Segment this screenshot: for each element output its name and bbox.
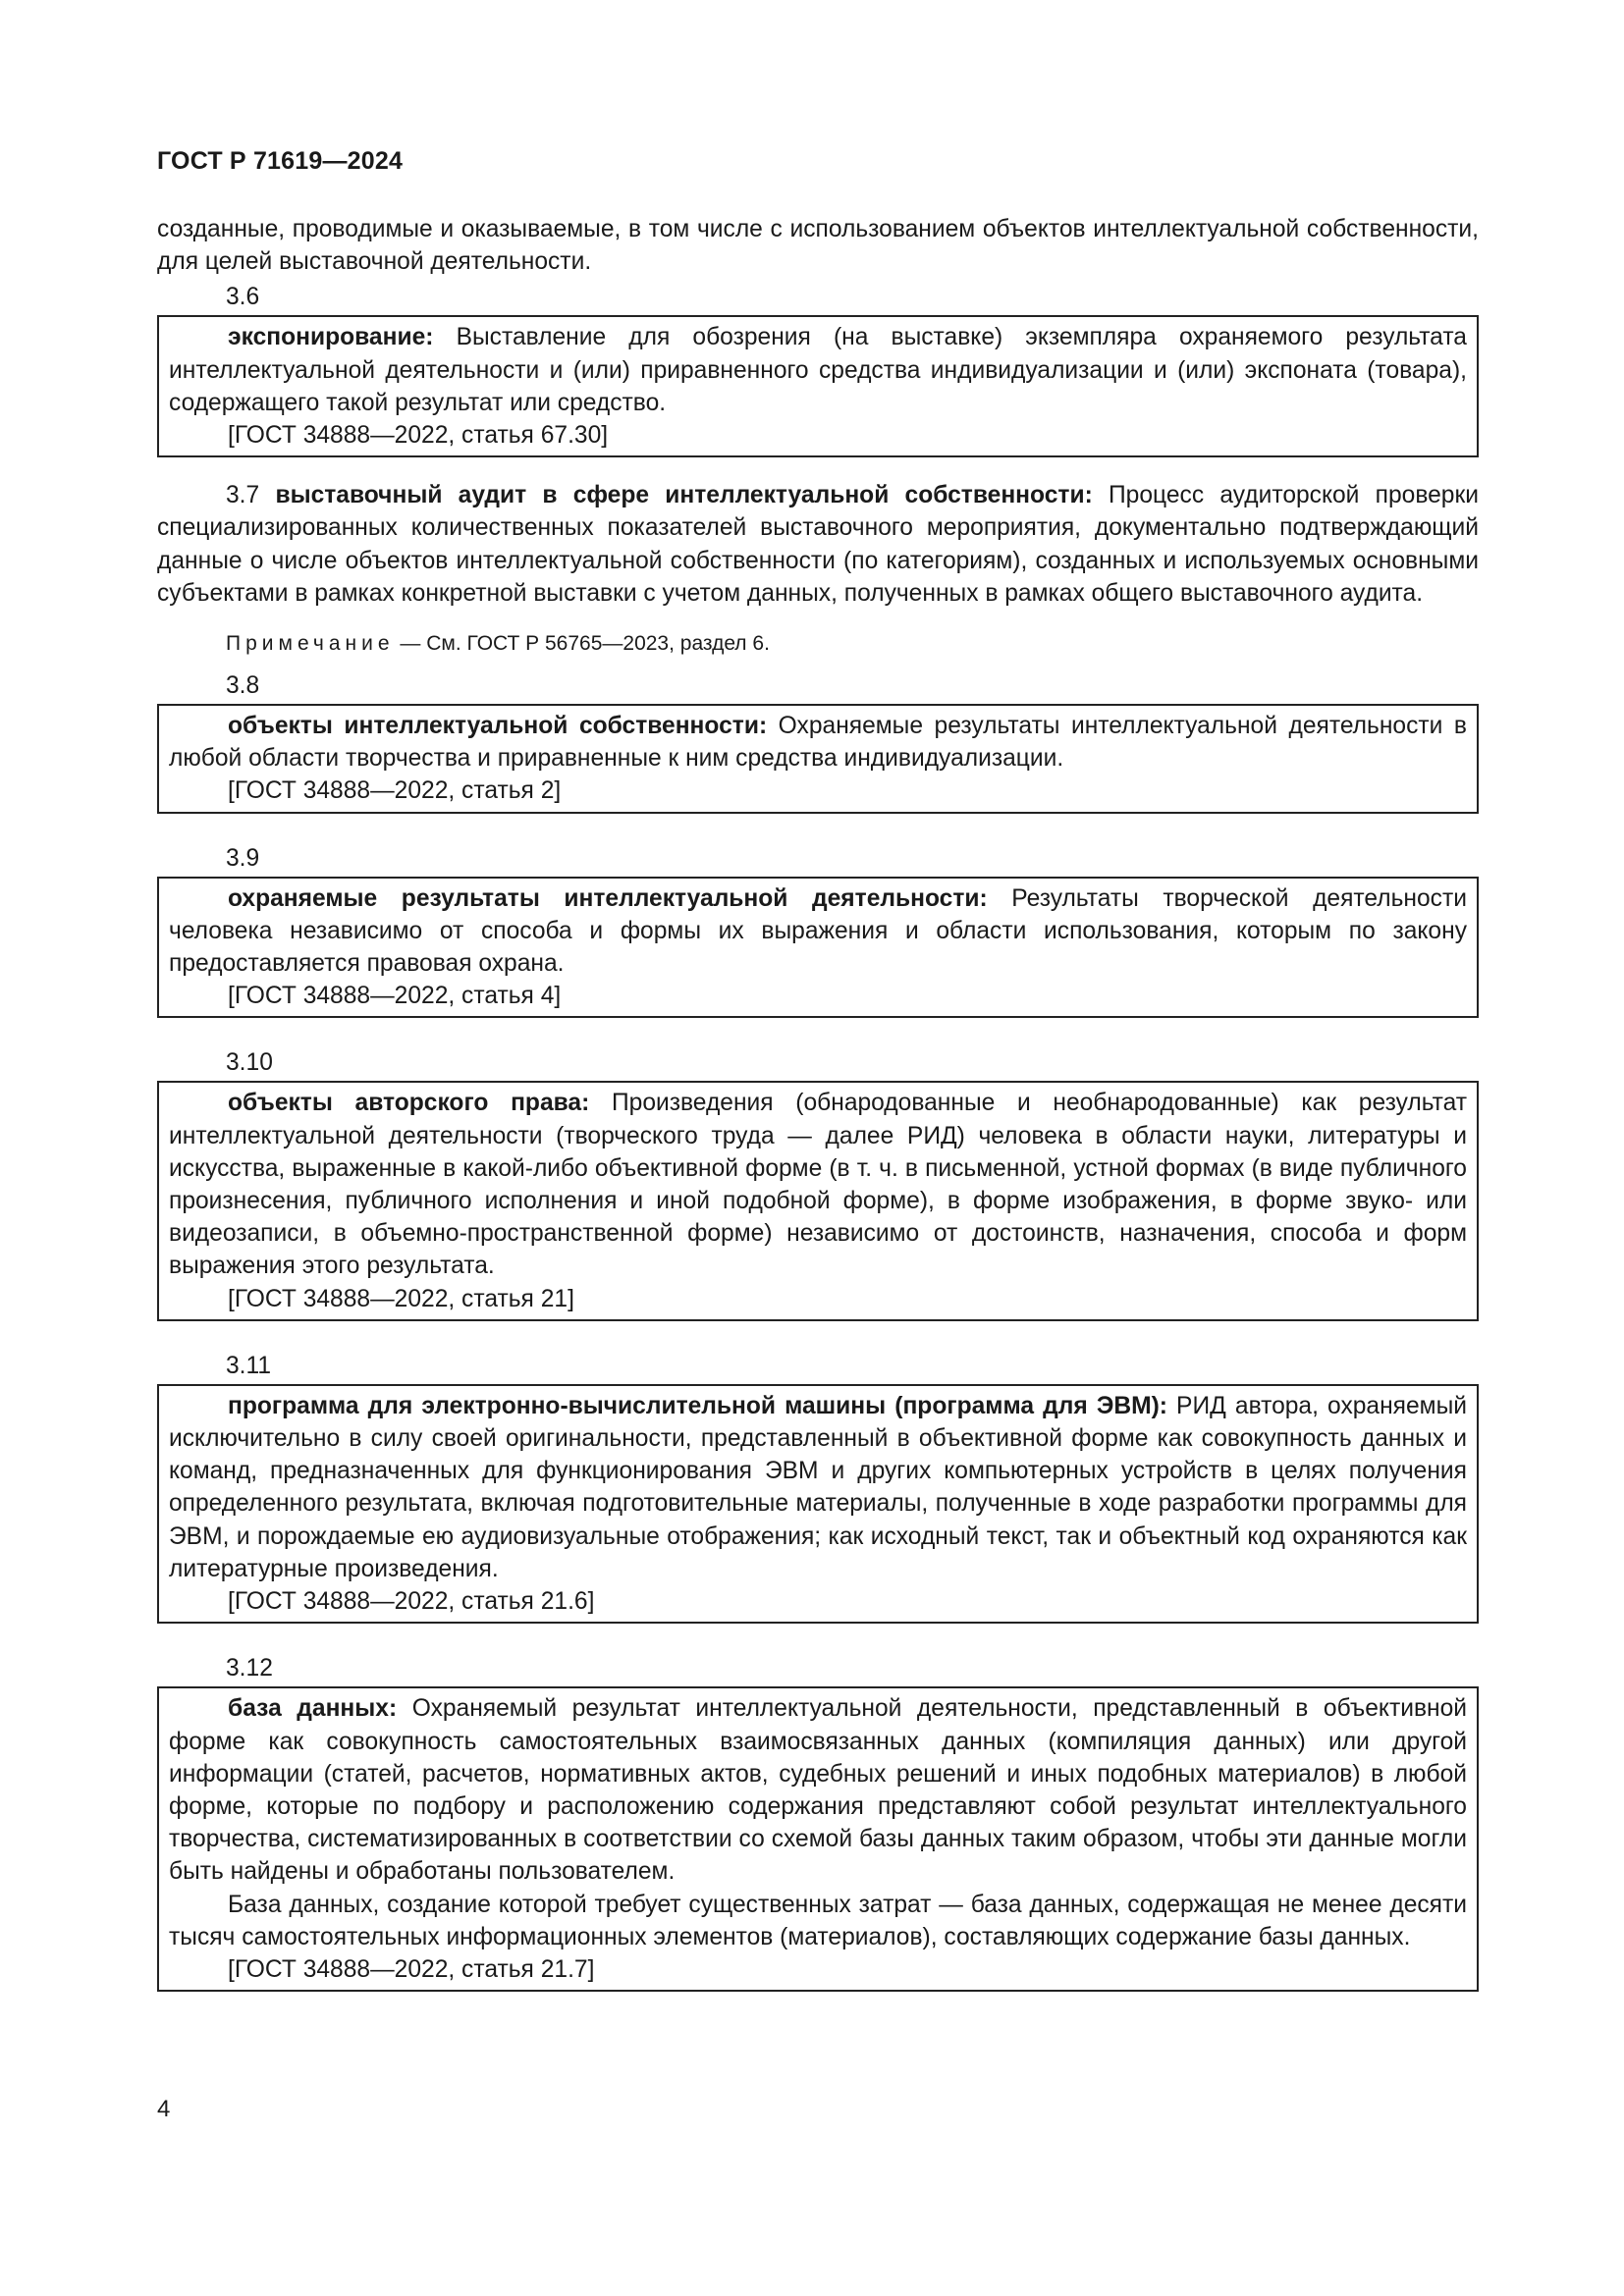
definition-3-12-paragraph-2: База данных, создание которой требует существенных затрат — база данных, содержащая не менее десяти тысяч самостоятельных информационных элементов (материалов), составляющих содержание базы данных. xyxy=(169,1891,1467,1950)
reference-3-12: [ГОСТ 34888—2022, статья 21.7] xyxy=(228,1955,595,1983)
term-3-9: охраняемые результаты интеллектуальной деятельности: xyxy=(228,884,988,912)
term-number-3-7: 3.7 xyxy=(226,482,260,509)
term-number-3-9: 3.9 xyxy=(226,844,260,872)
note-3-7 xyxy=(157,629,1479,659)
definition-3-10 xyxy=(169,1087,1467,1282)
definition-3-8 xyxy=(169,710,1467,774)
definition-3-6 xyxy=(169,321,1467,419)
definition-text-3-10: Произведения (обнародованные и необнародованные) как результат интеллектуальной деятельности (творческого труда — далее РИД) человека в области науки, литературы и искусства, выраженные в какой-либо объективной форме (в т. ч. в письменной, устной формах (в виде публичного произнесения, публичного исполнения и иной подобной форме), в форме изображения, в форме звуко- или видеозаписи, в объемно-пространственной форме) независимо от достоинств, назначения, способа и форм выражения этого результата. xyxy=(169,1090,1467,1280)
definition-text-3-7: Процесс аудиторской проверки специализированных количественных показателей выставочного мероприятия, документально подтверждающий данные о числе объектов интеллектуальной собственности (по категориям), созданных и используемых основными субъектами в рамках конкретной выставки с учетом данных, полученных в рамках общего выставочного аудита. xyxy=(157,482,1479,607)
intro-paragraph: созданные, проводимые и оказываемые, в том числе с использованием объектов интеллектуальной собственности, для целей выставочной деятельности. xyxy=(157,216,1479,276)
definition-text-3-9: Результаты творческой деятельности человека независимо от способа и формы их выражения и области использования, которым по закону предоставляется правовая охрана. xyxy=(169,884,1467,978)
document-page xyxy=(157,147,1479,1992)
term-3-11: программа для электронно-вычислительной машины (программа для ЭВМ): xyxy=(228,1392,1167,1419)
definition-box-3-8 xyxy=(157,704,1479,814)
definition-text-3-12: Охраняемый результат интеллектуальной деятельности, представленный в объективной форме как совокупность самостоятельных взаимосвязанных данных (компиляция данных) или другой информации (статей, расчетов, нормативных актов, судебных решений и иных подобных материалов) в любой форме, которые по подбору и расположению содержания представляют собой результат интеллектуального творчества, систематизированных в соответствии со схемой базы данных таким образом, чтобы эти данные могли быть найдены и обработаны пользователем. xyxy=(169,1695,1468,1886)
term-3-8: объекты интеллектуальной собственности: xyxy=(228,713,768,740)
reference-3-6: [ГОСТ 34888—2022, статья 67.30] xyxy=(228,422,609,450)
definition-3-12 xyxy=(169,1692,1467,1888)
term-number-3-8: 3.8 xyxy=(226,672,260,700)
reference-3-9: [ГОСТ 34888—2022, статья 4] xyxy=(228,983,562,1010)
reference-3-11: [ГОСТ 34888—2022, статья 21.6] xyxy=(228,1588,595,1616)
page-number: 4 xyxy=(157,2096,171,2122)
definition-text-3-11: РИД автора, охраняемый исключительно в силу своей оригинальности, представленный в объективной форме как совокупность данных и команд, предназначенных для функционирования ЭВМ и других компьютерных устройств в целях получения определенного результата, включая подготовительные материалы, полученные в ходе разработки программы для ЭВМ, и порождаемые ею аудиовизуальные отображения; как исходный текст, так и объектный код охраняются как литературные произведения. xyxy=(169,1392,1468,1582)
term-3-7: выставочный аудит в сфере интеллектуальной собственности: xyxy=(275,482,1093,509)
note-text: — См. ГОСТ Р 56765—2023, раздел 6. xyxy=(394,632,770,656)
term-number-3-11: 3.11 xyxy=(226,1352,272,1379)
document-header: ГОСТ Р 71619—2024 xyxy=(157,147,404,175)
definition-box-3-9 xyxy=(157,877,1479,1019)
term-number-3-10: 3.10 xyxy=(226,1049,273,1077)
definition-box-3-12 xyxy=(157,1686,1479,1992)
reference-3-10: [ГОСТ 34888—2022, статья 21] xyxy=(228,1285,574,1312)
definition-3-9 xyxy=(169,882,1467,981)
term-3-6: экспонирование: xyxy=(228,324,434,351)
definition-box-3-11 xyxy=(157,1384,1479,1624)
definition-3-11 xyxy=(169,1390,1467,1585)
note-label: Примечание xyxy=(226,632,395,656)
term-3-12: база данных: xyxy=(228,1695,398,1723)
term-number-3-6: 3.6 xyxy=(226,284,260,311)
definition-3-7 xyxy=(157,479,1479,610)
definition-box-3-10 xyxy=(157,1081,1479,1320)
reference-3-8: [ГОСТ 34888—2022, статья 2] xyxy=(228,777,562,805)
definition-box-3-6 xyxy=(157,315,1479,457)
term-number-3-12: 3.12 xyxy=(226,1655,273,1682)
definition-text-3-8: Охраняемые результаты интеллектуальной деятельности в любой области творчества и приравненные к ним средства индивидуализации. xyxy=(169,713,1467,773)
term-3-10: объекты авторского права: xyxy=(228,1090,590,1117)
definition-text-3-6: Выставление для обозрения (на выставке) экземпляра охраняемого результата интеллектуальной деятельности и (или) приравненного средства индивидуализации и (или) экспоната (товара), содержащего такой результат или средство. xyxy=(169,324,1467,416)
